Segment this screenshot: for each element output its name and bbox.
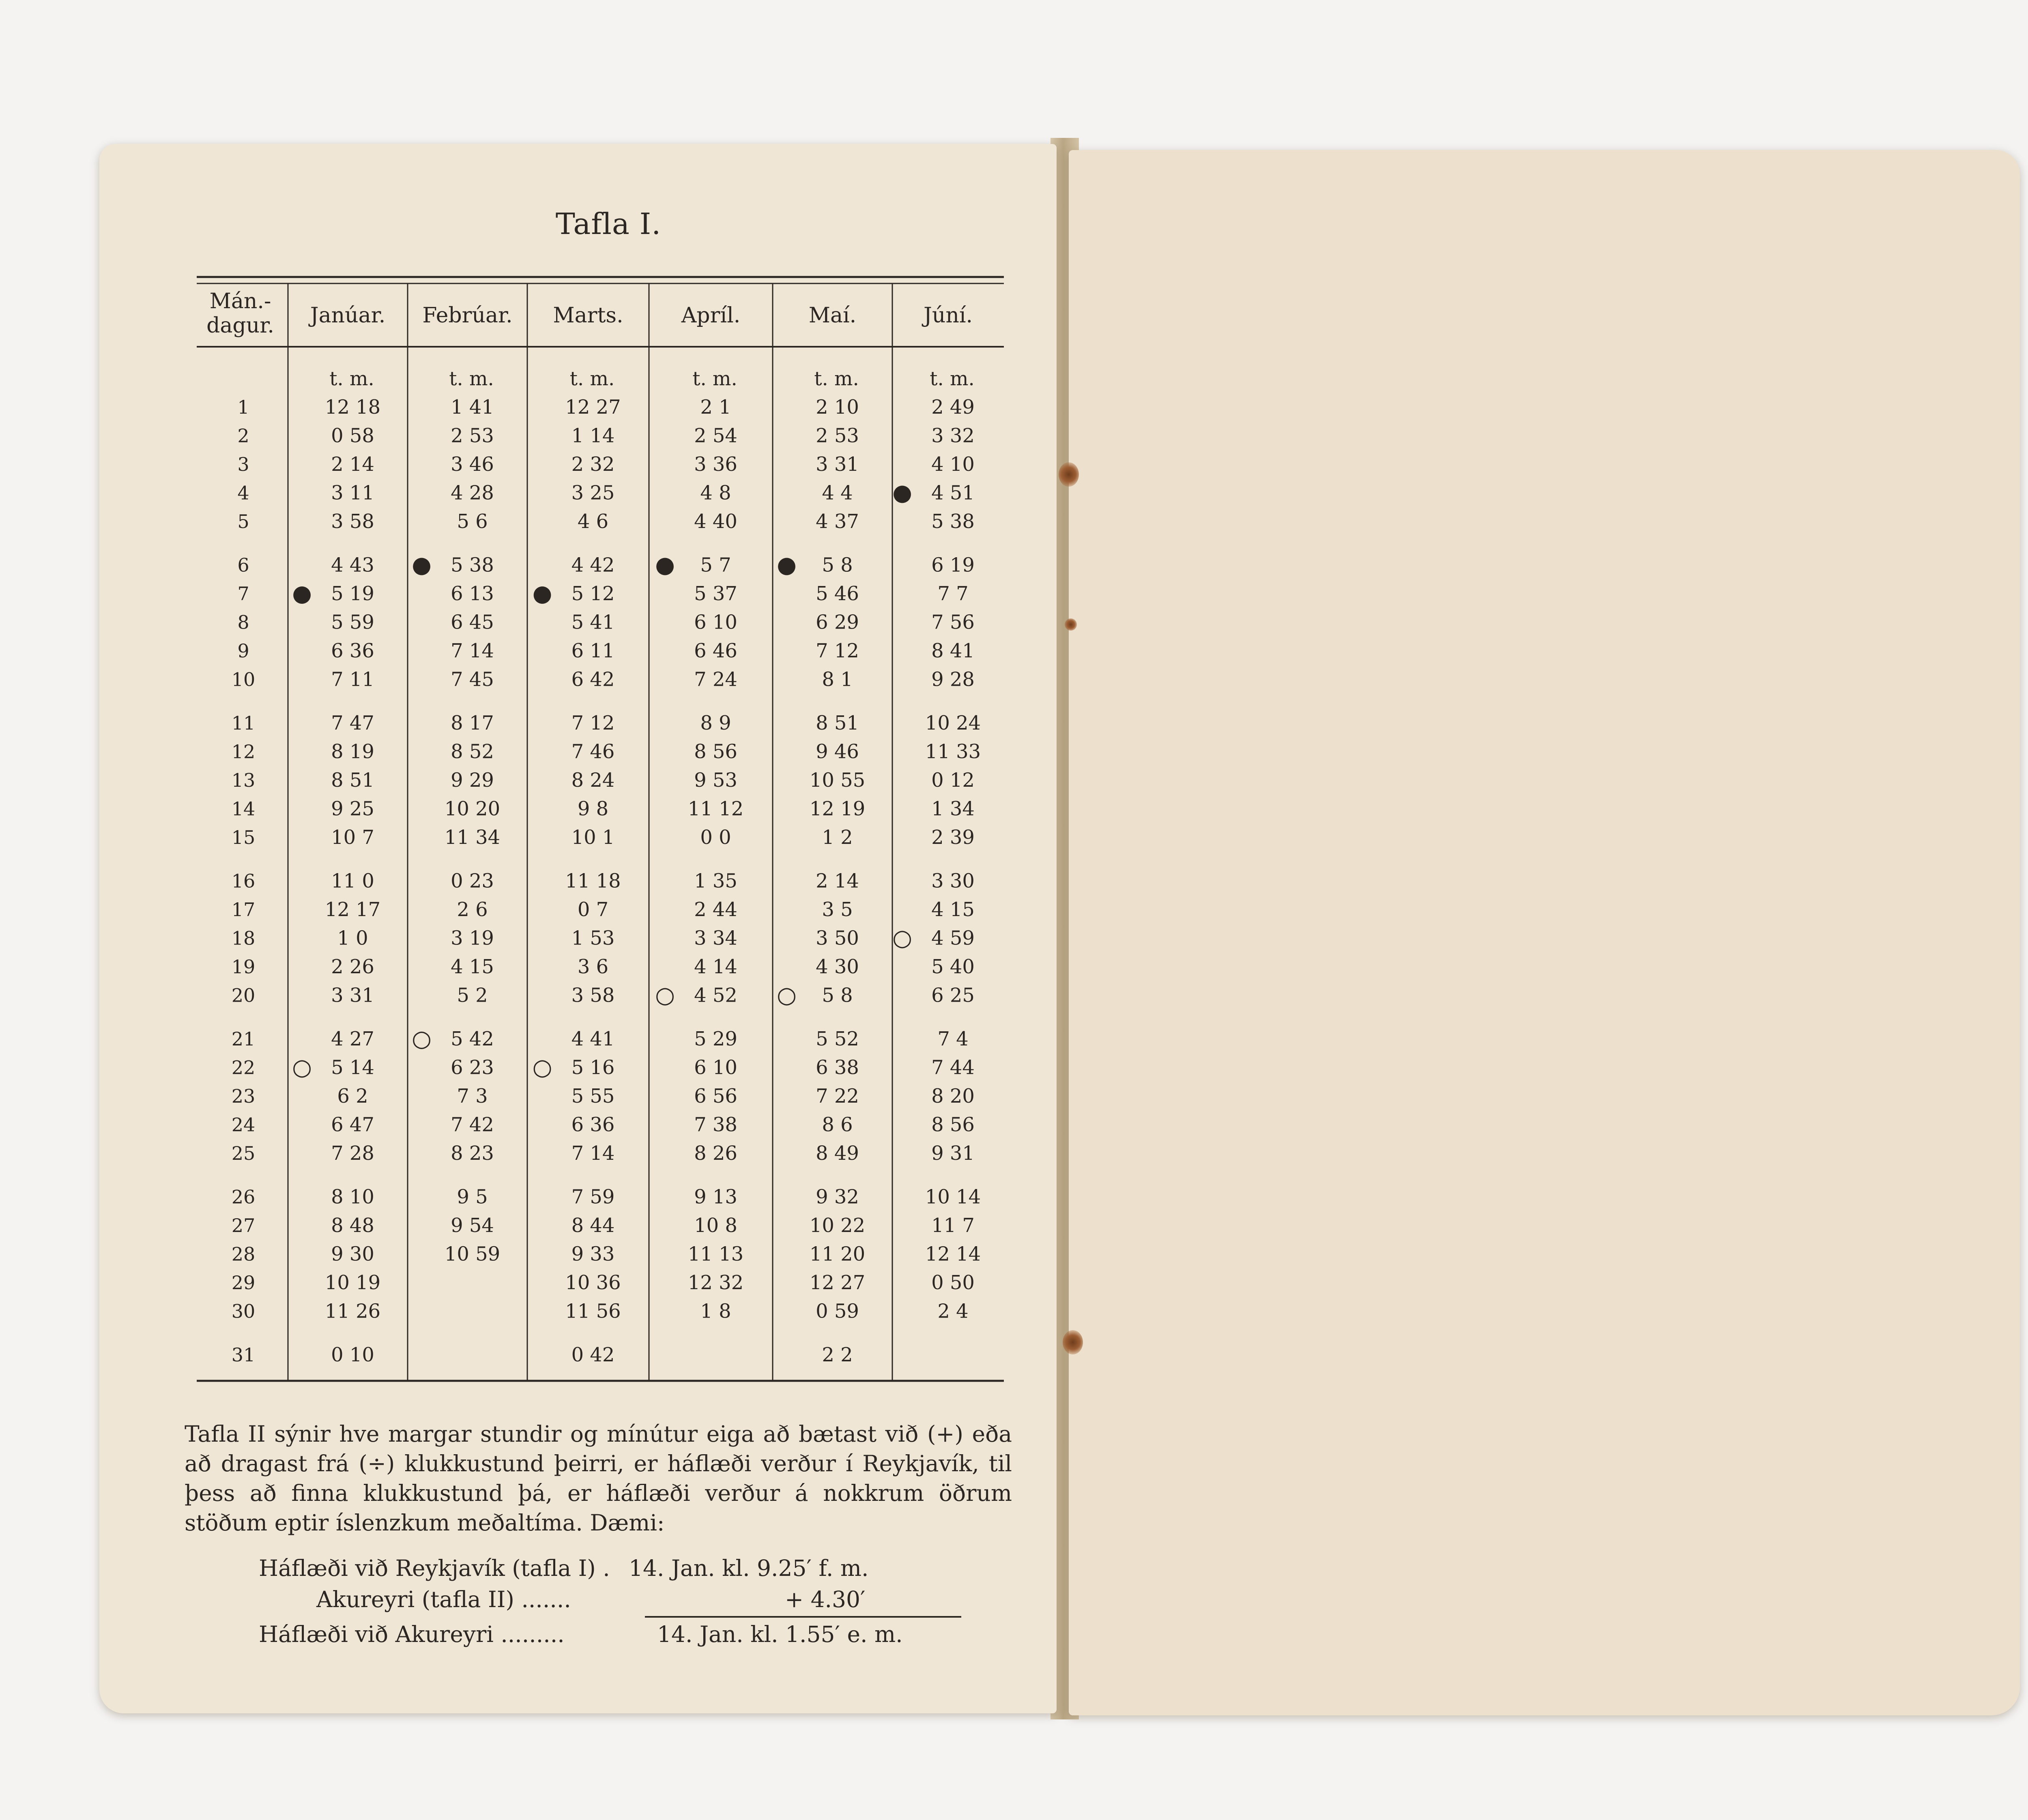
tide-time: 8 6 [822, 1113, 853, 1136]
tide-time: 12 27 [565, 396, 621, 419]
tide-time: 11 7 [931, 1214, 975, 1237]
tide-time: 3 19 [451, 927, 494, 950]
tide-time: 6 10 [694, 1056, 737, 1079]
tide-time: 6 56 [694, 1085, 737, 1107]
tide-time: 2 4 [937, 1300, 969, 1323]
units-label: t. m. [930, 367, 975, 390]
tide-time: 2 14 [816, 869, 859, 893]
full-moon-icon: ○ [532, 1054, 552, 1081]
tide-time: 6 36 [331, 640, 374, 662]
tide-time: 8 19 [331, 740, 374, 763]
new-moon-icon: ● [412, 552, 432, 578]
tide-time: 5 40 [931, 955, 975, 978]
tide-time: 10 7 [331, 826, 374, 849]
tide-time: 10 14 [925, 1185, 981, 1208]
tide-time: 3 34 [694, 927, 737, 950]
tide-time: 8 44 [571, 1214, 615, 1237]
tide-time: 8 49 [816, 1142, 859, 1165]
tide-time: 7 14 [571, 1142, 615, 1165]
tide-time: 11 12 [687, 797, 744, 820]
tide-time: 0 7 [577, 898, 609, 921]
tide-time: 8 56 [694, 740, 737, 763]
tide-time: 9 54 [451, 1214, 494, 1237]
tide-time: 5 14 [331, 1056, 374, 1079]
day-number: 20 [231, 984, 256, 1007]
tide-time: 11 33 [925, 740, 981, 763]
tide-time: 4 8 [700, 481, 731, 504]
tide-time: 4 42 [571, 554, 615, 577]
tide-time: 9 29 [451, 769, 494, 792]
tide-time: 3 25 [571, 481, 615, 504]
tide-time: 0 10 [331, 1344, 374, 1366]
tide-time: 11 0 [331, 869, 374, 893]
day-number: 28 [231, 1243, 256, 1265]
tide-time: 11 18 [565, 869, 621, 893]
tide-time: 8 17 [451, 712, 494, 734]
tide-time: 3 50 [816, 927, 859, 950]
day-number: 6 [237, 554, 249, 576]
tide-time: 5 8 [822, 984, 853, 1007]
tide-time: 2 53 [451, 424, 494, 447]
day-number: 13 [231, 769, 256, 791]
tide-time: 6 45 [451, 611, 494, 634]
tide-time: 1 34 [931, 797, 975, 820]
day-number: 16 [231, 870, 256, 892]
day-number: 25 [231, 1142, 256, 1164]
tide-time: 7 38 [694, 1113, 737, 1136]
tide-time: 7 3 [457, 1085, 488, 1107]
tide-time: 1 2 [822, 826, 853, 849]
tide-time: 12 14 [925, 1243, 981, 1266]
tide-time: 4 15 [931, 898, 975, 921]
day-number: 26 [231, 1186, 256, 1208]
full-moon-icon: ○ [655, 982, 675, 1009]
tide-time: 4 30 [816, 955, 859, 978]
units-label: t. m. [449, 367, 494, 390]
tide-time: 4 43 [331, 554, 374, 577]
month-header: Febrúar. [422, 303, 513, 328]
tide-time: 4 37 [816, 510, 859, 533]
tide-time: 6 29 [816, 611, 859, 634]
month-header: Júní. [924, 303, 973, 328]
tide-time: 5 29 [694, 1028, 737, 1050]
tide-time: 2 54 [694, 424, 737, 447]
day-number: 8 [237, 611, 249, 633]
new-moon-icon: ● [777, 552, 797, 578]
tide-time: 8 1 [822, 668, 853, 691]
tide-time: 12 32 [687, 1271, 744, 1294]
tide-time: 4 14 [694, 955, 737, 978]
day-number: 23 [231, 1085, 256, 1107]
day-number: 5 [237, 511, 249, 532]
tide-time: 5 52 [816, 1028, 859, 1050]
tide-time: 3 11 [331, 481, 374, 504]
tide-time: 3 46 [451, 453, 494, 476]
tide-time: 5 55 [571, 1085, 615, 1107]
tide-time: 9 33 [571, 1243, 615, 1266]
tide-time: 9 53 [694, 769, 737, 792]
tide-time: 6 38 [816, 1056, 859, 1079]
tide-time: 10 22 [809, 1214, 866, 1237]
tide-time: 8 56 [931, 1113, 975, 1136]
full-moon-icon: ○ [777, 982, 797, 1009]
tide-time: 0 50 [931, 1271, 975, 1294]
tide-time: 7 45 [451, 668, 494, 691]
tide-time: 4 40 [694, 510, 737, 533]
tide-time: 1 35 [694, 869, 737, 893]
units-label: t. m. [329, 367, 374, 390]
tide-time: 1 8 [700, 1300, 731, 1323]
tide-time: 7 42 [451, 1113, 494, 1136]
tide-time: 2 53 [816, 424, 859, 447]
tide-time: 8 51 [331, 769, 374, 792]
tide-time: 12 18 [324, 396, 381, 419]
tide-time: 10 20 [444, 797, 501, 820]
day-number: 21 [231, 1028, 256, 1050]
new-moon-icon: ● [292, 580, 312, 607]
day-number: 15 [231, 826, 256, 848]
tide-time: 5 59 [331, 611, 374, 634]
tide-time: 11 13 [687, 1243, 744, 1266]
tide-time: 3 58 [571, 984, 615, 1007]
month-header: Maí. [808, 303, 857, 328]
tide-time: 3 32 [931, 424, 975, 447]
day-number: 18 [231, 927, 256, 949]
tide-time: 9 28 [931, 668, 975, 691]
tide-time: 8 24 [571, 769, 615, 792]
full-moon-icon: ○ [892, 925, 912, 951]
tide-time: 2 14 [331, 453, 374, 476]
day-number: 4 [237, 482, 249, 504]
day-number: 12 [231, 740, 256, 763]
tide-time: 8 23 [451, 1142, 494, 1165]
tide-time: 9 13 [694, 1185, 737, 1208]
tide-time: 5 38 [451, 554, 494, 577]
tide-time: 10 55 [809, 769, 866, 792]
tide-time: 9 31 [931, 1142, 975, 1165]
tide-time: 10 1 [571, 826, 615, 849]
example-value-result: 14. Jan. kl. 1.55′ e. m. [657, 1621, 903, 1647]
tide-time: 10 8 [694, 1214, 737, 1237]
tide-time: 10 24 [925, 712, 981, 734]
tide-time: 8 10 [331, 1185, 374, 1208]
tide-time: 4 4 [822, 481, 853, 504]
tide-time: 7 24 [694, 668, 737, 691]
month-header: Janúar. [310, 303, 386, 328]
tide-time: 2 44 [694, 898, 737, 921]
tide-time: 3 5 [822, 898, 853, 921]
tide-time: 7 59 [571, 1185, 615, 1208]
tide-time: 3 58 [331, 510, 374, 533]
tide-time: 7 7 [937, 582, 969, 605]
tide-time: 3 31 [331, 984, 374, 1007]
table-title: Tafla I. [555, 207, 662, 241]
day-number: 10 [231, 668, 256, 691]
new-moon-icon: ● [532, 580, 552, 607]
tide-time: 4 6 [577, 510, 609, 533]
tide-time: 5 19 [331, 582, 374, 605]
day-number: 30 [231, 1300, 256, 1322]
tide-time: 7 12 [816, 640, 859, 662]
tide-time: 4 51 [931, 481, 975, 504]
tide-time: 3 30 [931, 869, 975, 893]
tide-time: 6 42 [571, 668, 615, 691]
day-number: 19 [231, 956, 256, 978]
tide-time: 9 46 [816, 740, 859, 763]
tide-time: 5 41 [571, 611, 615, 634]
tide-time: 4 59 [931, 927, 975, 950]
tide-time: 5 12 [571, 582, 615, 605]
tide-time: 12 19 [809, 797, 866, 820]
tide-time: 6 46 [694, 640, 737, 662]
tide-time: 10 59 [444, 1243, 501, 1266]
tide-time: 8 52 [451, 740, 494, 763]
tide-time: 7 14 [451, 640, 494, 662]
tide-time: 5 6 [457, 510, 488, 533]
day-number: 2 [237, 425, 249, 447]
tide-time: 7 22 [816, 1085, 859, 1107]
full-moon-icon: ○ [292, 1054, 312, 1081]
tide-time: 4 28 [451, 481, 494, 504]
new-moon-icon: ● [655, 552, 675, 578]
example-value-correction: + 4.30′ [785, 1586, 866, 1612]
tide-time: 5 37 [694, 582, 737, 605]
tide-time: 0 12 [931, 769, 975, 792]
tide-time: 8 51 [816, 712, 859, 734]
tide-time: 7 44 [931, 1056, 975, 1079]
tide-time: 10 36 [565, 1271, 621, 1294]
tide-time: 7 12 [571, 712, 615, 734]
tide-time: 7 46 [571, 740, 615, 763]
units-label: t. m. [569, 367, 615, 390]
tide-time: 9 30 [331, 1243, 374, 1266]
example-label-result: Háflæði við Akureyri ......... [259, 1621, 565, 1647]
tide-time: 6 36 [571, 1113, 615, 1136]
tide-time: 2 39 [931, 826, 975, 849]
day-number: 7 [237, 583, 249, 605]
tide-time: 9 25 [331, 797, 374, 820]
tide-time: 8 20 [931, 1085, 975, 1107]
day-header-line2: dagur. [206, 313, 274, 338]
month-header: Marts. [553, 303, 623, 328]
tide-time: 4 52 [694, 984, 737, 1007]
example-sum-rule [645, 1616, 961, 1618]
new-moon-icon: ● [892, 479, 912, 506]
tide-time: 7 56 [931, 611, 975, 634]
tide-time: 7 11 [331, 668, 374, 691]
day-number: 14 [231, 798, 256, 820]
tide-time: 2 1 [700, 396, 731, 419]
tide-time: 1 0 [337, 927, 368, 950]
day-header-line1: Mán.- [209, 289, 271, 313]
tide-time: 4 10 [931, 453, 975, 476]
tide-time: 2 32 [571, 453, 615, 476]
tide-time: 5 8 [822, 554, 853, 577]
tide-time: 7 4 [937, 1028, 969, 1050]
day-number: 29 [231, 1272, 256, 1294]
day-number: 27 [231, 1215, 256, 1236]
tide-time: 6 13 [451, 582, 494, 605]
tide-time: 1 14 [571, 424, 615, 447]
tide-time: 11 56 [565, 1300, 621, 1323]
tide-time: 5 46 [816, 582, 859, 605]
tide-time: 7 47 [331, 712, 374, 734]
tide-time: 11 34 [444, 826, 501, 849]
example-label-akureyri: Akureyri (tafla II) ....... [316, 1586, 571, 1612]
tide-time: 4 41 [571, 1028, 615, 1050]
tide-time: 2 10 [816, 396, 859, 419]
day-number: 1 [237, 396, 249, 418]
tide-time: 11 26 [324, 1300, 381, 1323]
tide-time: 5 16 [571, 1056, 615, 1079]
tide-time: 4 15 [451, 955, 494, 978]
table-note: Tafla II sýnir hve margar stundir og mínútur eiga að bætast við (+) eða að dragast frá (÷) klukkustund þeirri, er háflæði verður í Reykjavík, til þess að finna klukkustund þá, er háflæði verður á nokkrum öðrum stöðum eptir íslenzkum meðaltíma. Dæmi: [185, 1421, 1012, 1536]
tide-time: 2 2 [822, 1344, 853, 1366]
tide-time: 7 28 [331, 1142, 374, 1165]
tide-time: 0 23 [451, 869, 494, 893]
tide-time: 9 32 [816, 1185, 859, 1208]
day-number: 9 [237, 640, 249, 662]
units-label: t. m. [692, 367, 737, 390]
example-value-reykjavik: 14. Jan. kl. 9.25′ f. m. [629, 1555, 869, 1581]
tide-time: 0 0 [700, 826, 731, 849]
tide-time: 6 11 [571, 640, 615, 662]
tide-time: 5 38 [931, 510, 975, 533]
tide-time: 1 53 [571, 927, 615, 950]
tide-time: 1 41 [451, 396, 494, 419]
tide-time: 6 23 [451, 1056, 494, 1079]
tide-time: 9 5 [457, 1185, 488, 1208]
tide-time: 10 19 [324, 1271, 381, 1294]
tide-time: 6 10 [694, 611, 737, 634]
day-number: 31 [231, 1344, 256, 1366]
month-header: Apríl. [681, 303, 741, 328]
tide-time: 8 9 [700, 712, 731, 734]
tide-time: 2 6 [457, 898, 488, 921]
full-moon-icon: ○ [412, 1026, 432, 1052]
tide-time: 3 6 [577, 955, 609, 978]
tide-time: 6 2 [337, 1085, 368, 1107]
tide-time: 0 58 [331, 424, 374, 447]
day-number: 3 [237, 453, 249, 475]
tide-time: 0 59 [816, 1300, 859, 1323]
tide-time: 3 36 [694, 453, 737, 476]
units-label: t. m. [814, 367, 859, 390]
day-number: 24 [231, 1114, 256, 1136]
tide-time: 12 17 [324, 898, 381, 921]
tide-time: 11 20 [809, 1243, 866, 1266]
tide-time: 9 8 [577, 797, 609, 820]
tide-time: 2 49 [931, 396, 975, 419]
tide-time: 5 2 [457, 984, 488, 1007]
tide-time: 6 47 [331, 1113, 374, 1136]
tide-time: 8 48 [331, 1214, 374, 1237]
tide-time: 8 26 [694, 1142, 737, 1165]
day-number: 11 [231, 712, 256, 734]
tide-time: 0 42 [571, 1344, 615, 1366]
tide-time: 4 27 [331, 1028, 374, 1050]
tide-time: 3 31 [816, 453, 859, 476]
tide-time: 8 41 [931, 640, 975, 662]
tide-time: 6 19 [931, 554, 975, 577]
day-number: 17 [231, 899, 256, 921]
tide-time: 6 25 [931, 984, 975, 1007]
example-label-reykjavik: Háflæði við Reykjavík (tafla I) . [259, 1555, 610, 1581]
tide-time: 12 27 [809, 1271, 866, 1294]
day-number: 22 [231, 1056, 256, 1079]
tide-time: 5 42 [451, 1028, 494, 1050]
tide-time: 5 7 [700, 554, 731, 577]
tide-time: 2 26 [331, 955, 374, 978]
